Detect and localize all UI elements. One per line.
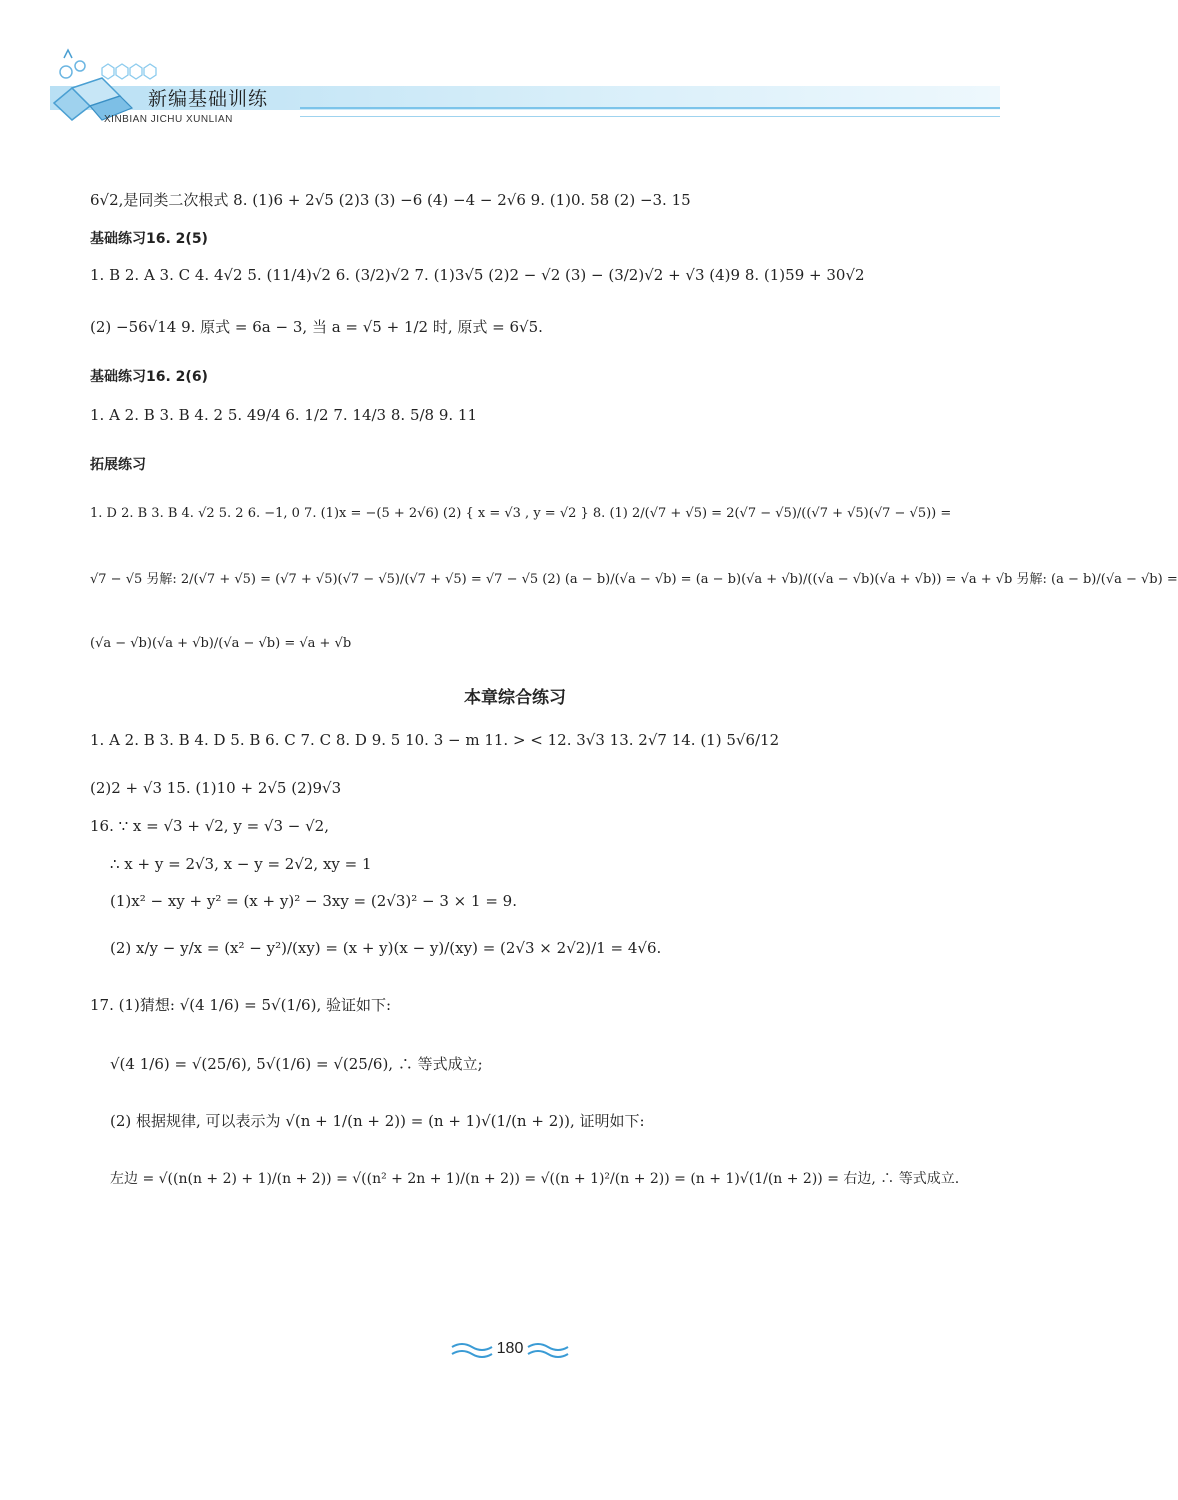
section-heading-16-2-6: 基础练习16. 2(6) (90, 369, 208, 385)
section-heading-16-2-5: 基础练习16. 2(5) (90, 231, 208, 247)
page-number: 180 (496, 1340, 524, 1357)
section-heading-extension: 拓展练习 (90, 457, 146, 473)
page-header (0, 0, 1000, 140)
answer-line: ∴ x + y = 2√3, x − y = 2√2, xy = 1 (110, 855, 372, 873)
answer-line: 17. (1)猜想: √(4 1/6) = 5√(1/6), 验证如下: (90, 996, 392, 1014)
answer-line: 左边 = √((n(n + 2) + 1)/(n + 2)) = √((n² + 2n + 1)/(n + 2)) = √((n + 1)²/(n + 2)) = (n + 1)√(1/(n + 2)) = 右边, ∴ 等式成立. (110, 1171, 960, 1187)
answer-line: 1. A 2. B 3. B 4. 2 5. 49/4 6. 1/2 7. 14/3 8. 5/8 9. 11 (90, 406, 478, 424)
chapter-title: 本章综合练习 (464, 688, 566, 708)
answer-line: (2) 根据规律, 可以表示为 √(n + 1/(n + 2)) = (n + 1)√(1/(n + 2)), 证明如下: (110, 1112, 645, 1130)
series-title: 新编基础训练 (148, 88, 269, 110)
answer-line: (2) x/y − y/x = (x² − y²)/(xy) = (x + y)(x − y)/(xy) = (2√3 × 2√2)/1 = 4√6. (110, 939, 662, 957)
answer-line: (√a − √b)(√a + √b)/(√a − √b) = √a + √b (90, 636, 352, 651)
answer-line: (1)x² − xy + y² = (x + y)² − 3xy = (2√3)² − 3 × 1 = 9. (110, 892, 517, 910)
header-line (300, 107, 1000, 109)
series-subtitle: XINBIAN JICHU XUNLIAN (104, 114, 233, 125)
answer-line: √(4 1/6) = √(25/6), 5√(1/6) = √(25/6), ∴ 等式成立; (110, 1055, 483, 1073)
answer-line: (2) −56√14 9. 原式 = 6a − 3, 当 a = √5 + 1/2 时, 原式 = 6√5. (90, 318, 543, 336)
answer-line: 1. B 2. A 3. C 4. 4√2 5. (11/4)√2 6. (3/2)√2 7. (1)3√5 (2)2 − √2 (3) − (3/2)√2 + √3 (4)9 8. (1)59 + 30√2 (90, 266, 865, 284)
answer-line: 6√2,是同类二次根式 8. (1)6 + 2√5 (2)3 (3) −6 (4) −4 − 2√6 9. (1)0. 58 (2) −3. 15 (90, 191, 691, 209)
answer-line: 1. D 2. B 3. B 4. √2 5. 2 6. −1, 0 7. (1)x = −(5 + 2√6) (2) { x = √3 , y = √2 } 8. (1) 2/(√7 + √5) = 2(√7 − √5)/((√7 + √5)(√7 − √5)) = (90, 506, 952, 521)
answer-line: (2)2 + √3 15. (1)10 + 2√5 (2)9√3 (90, 779, 342, 797)
answer-line: √7 − √5 另解: 2/(√7 + √5) = (√7 + √5)(√7 − √5)/(√7 + √5) = √7 − √5 (2) (a − b)/(√a − √b) = (a − b)(√a + √b)/((√a − √b)(√a + √b)) = √a + √b 另解: (a − b)/(√a − √b) = (90, 572, 1178, 587)
header-line-thin (300, 116, 1000, 117)
answer-line: 1. A 2. B 3. B 4. D 5. B 6. C 7. C 8. D 9. 5 10. 3 − m 11. > < 12. 3√3 13. 2√7 14. (1) 5√6/12 (90, 731, 780, 749)
answer-line: 16. ∵ x = √3 + √2, y = √3 − √2, (90, 817, 329, 835)
